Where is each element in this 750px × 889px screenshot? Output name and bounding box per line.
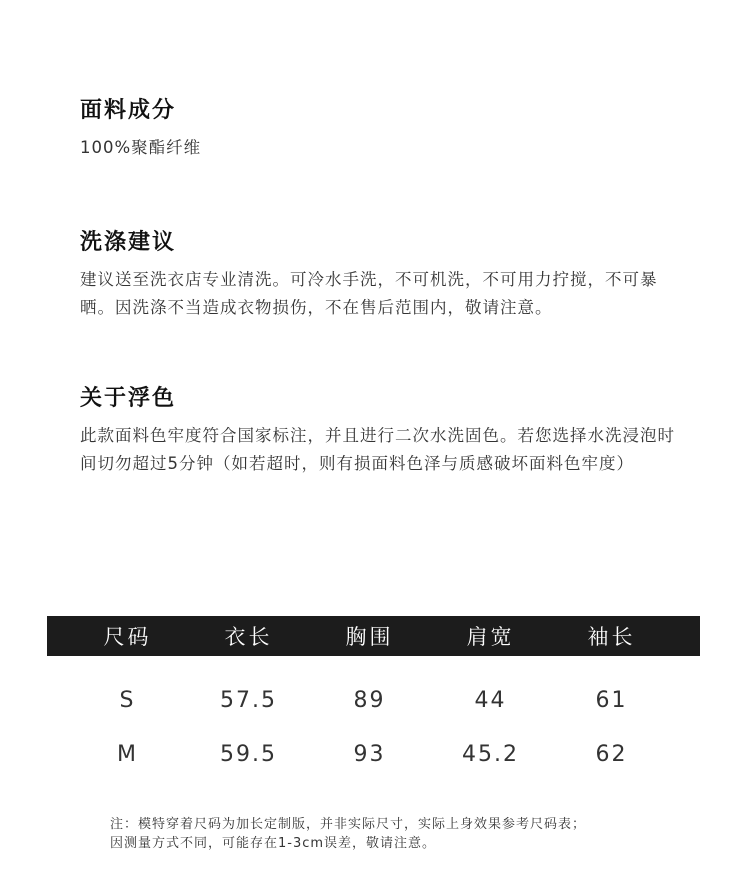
table-cell: 93 [353, 741, 386, 767]
fabric-body: 100%聚酯纤维 [80, 138, 202, 157]
size-table-header [47, 616, 700, 656]
size-table [47, 616, 700, 781]
header-length: 衣长 [224, 625, 273, 649]
table-cell: 57.5 [220, 687, 277, 713]
table-cell: 44 [474, 687, 507, 713]
table-cell: 45.2 [462, 741, 519, 767]
table-row [47, 673, 700, 727]
header-size: 尺码 [103, 625, 152, 649]
fabric-title: 面料成分 [80, 98, 177, 123]
color-body: 此款面料色牢度符合国家标注，并且进行二次水洗固色。若您选择水洗浸泡时间切勿超过5分钟（如若超时，则有损面料色泽与质感破坏面料色牢度） [80, 426, 675, 473]
note-line-2: 因测量方式不同，可能存在1-3cm误差，敬请注意。 [110, 836, 437, 851]
header-shoulder: 肩宽 [466, 625, 515, 649]
fabric-section [80, 96, 690, 162]
table-cell: M [117, 741, 138, 767]
note-line-1: 注：模特穿着尺码为加长定制版，并非实际尺寸，实际上身效果参考尺码表； [110, 817, 587, 832]
header-sleeve: 袖长 [587, 625, 636, 649]
table-cell: S [119, 687, 136, 713]
washing-section [80, 228, 690, 322]
washing-title: 洗涤建议 [80, 230, 177, 255]
header-chest: 胸围 [345, 625, 394, 649]
table-cell: 59.5 [220, 741, 277, 767]
table-cell: 62 [595, 741, 628, 767]
color-section [80, 384, 690, 478]
color-title: 关于浮色 [80, 386, 177, 411]
table-row [47, 727, 700, 781]
washing-body: 建议送至洗衣店专业清洗。可冷水手洗，不可机洗，不可用力拧搅，不可暴晒。因洗涤不当造成衣物损伤，不在售后范围内，敬请注意。 [80, 270, 658, 317]
table-cell: 89 [353, 687, 386, 713]
table-cell: 61 [595, 687, 628, 713]
size-note [110, 815, 710, 853]
